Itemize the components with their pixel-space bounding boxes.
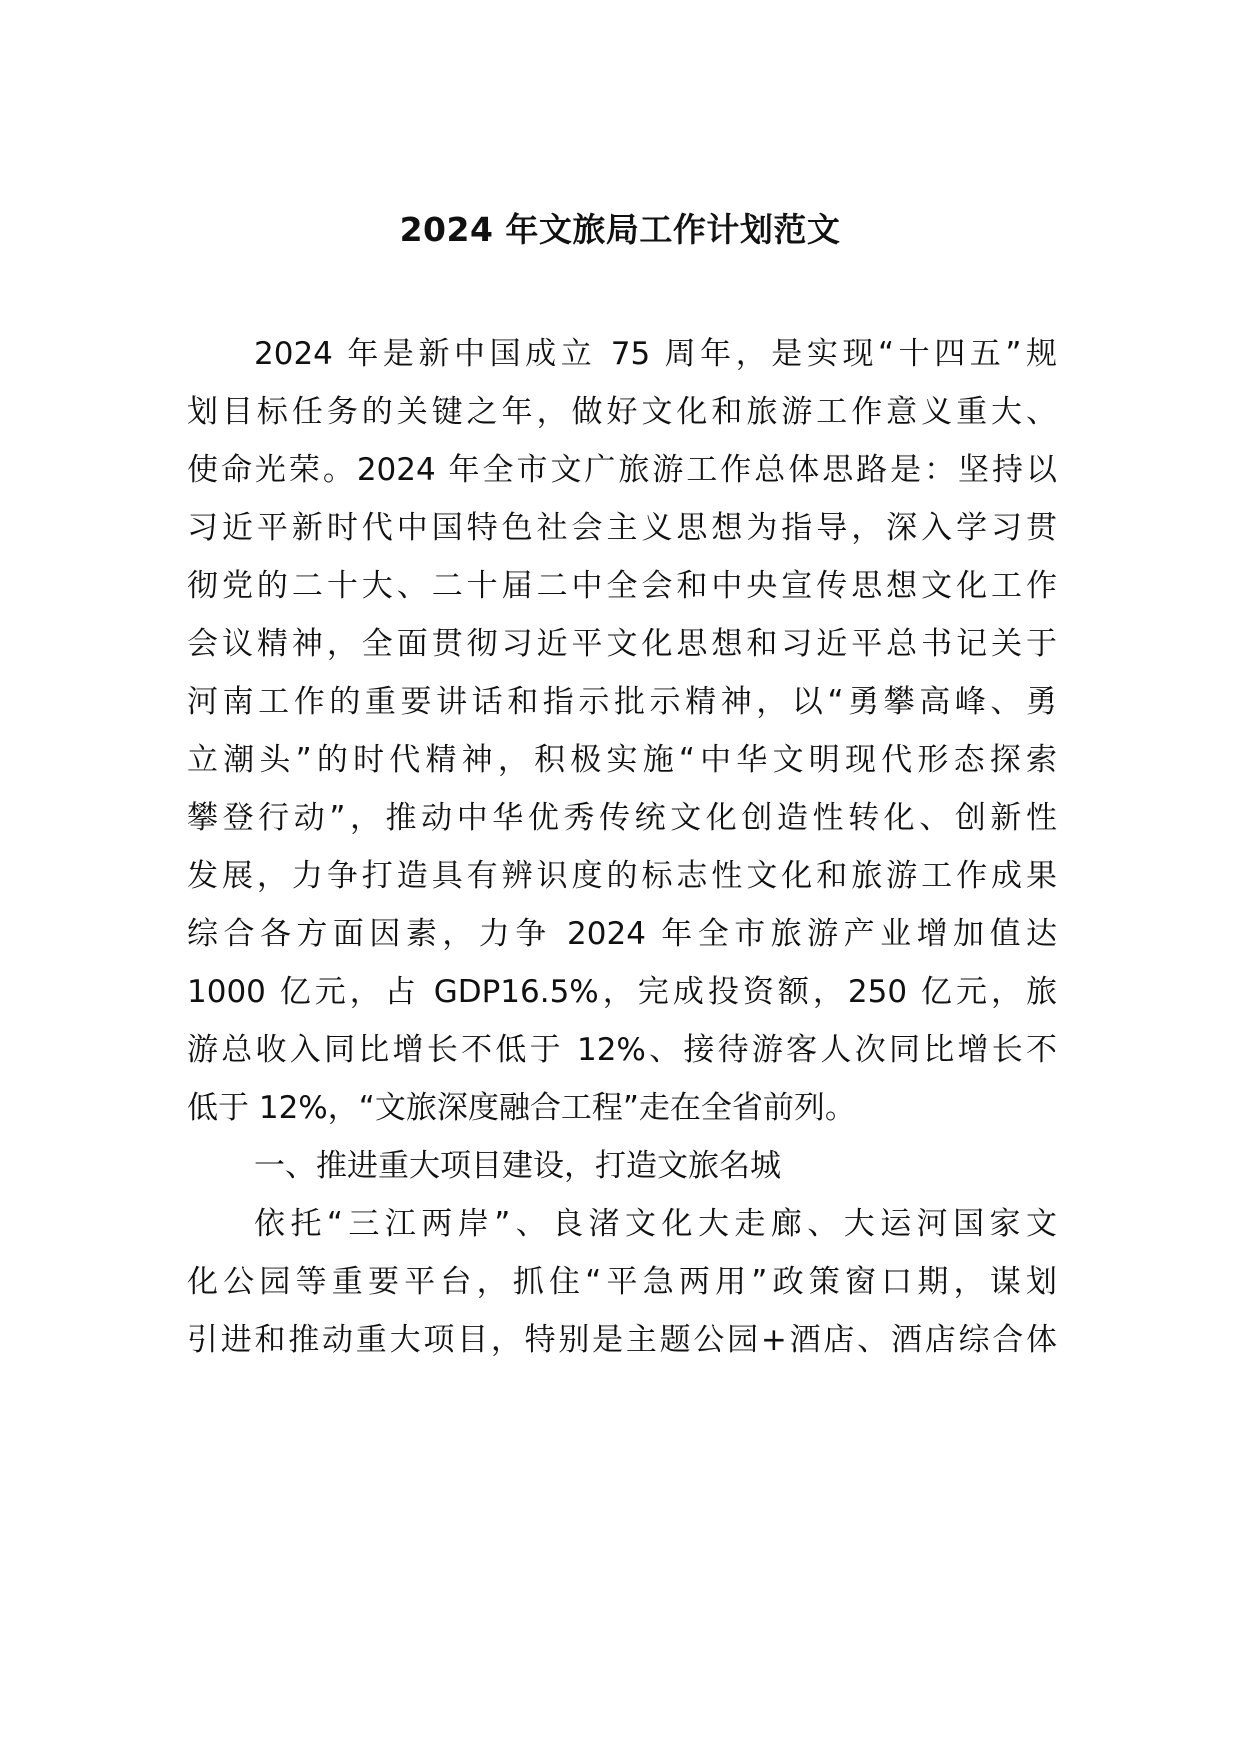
text-line: 依托“三江两岸”、良渚文化大走廊、大运河国家文 (254, 1206, 1057, 1242)
text-line: 立潮头”的时代精神，积极实施“中华文明现代形态探索 (187, 742, 1057, 778)
text-line: 攀登行动”，推动中华优秀传统文化创造性转化、创新性 (187, 800, 1057, 836)
text-line: 发展，力争打造具有辨识度的标志性文化和旅游工作成果 (187, 858, 1057, 894)
text-line: 综合各方面因素，力争 2024 年全市旅游产业增加值达 (187, 916, 1057, 952)
text-line: 习近平新时代中国特色社会主义思想为指导，深入学习贯 (187, 510, 1057, 546)
section-heading: 一、推进重大项目建设，打造文旅名城 (254, 1148, 781, 1184)
text-line: 引进和推动重大项目，特别是主题公园+酒店、酒店综合体 (187, 1322, 1057, 1358)
text-line: 会议精神，全面贯彻习近平文化思想和习近平总书记关于 (187, 626, 1057, 662)
text-line: 1000 亿元，占 GDP16.5%，完成投资额，250 亿元，旅 (187, 974, 1057, 1010)
text-line: 彻党的二十大、二十届二中全会和中央宣传思想文化工作 (187, 568, 1057, 604)
text-line: 游总收入同比增长不低于 12%、接待游客人次同比增长不 (187, 1032, 1057, 1068)
text-line: 使命光荣。2024 年全市文广旅游工作总体思路是：坚持以 (187, 452, 1057, 488)
text-line: 划目标任务的关键之年，做好文化和旅游工作意义重大、 (187, 394, 1057, 430)
document-title: 2024 年文旅局工作计划范文 (399, 210, 841, 249)
text-line: 低于 12%，“文旅深度融合工程”走在全省前列。 (187, 1090, 856, 1126)
text-line: 化公园等重要平台，抓住“平急两用”政策窗口期，谋划 (187, 1264, 1057, 1300)
text-line: 河南工作的重要讲话和指示批示精神，以“勇攀高峰、勇 (187, 684, 1057, 720)
text-line: 2024 年是新中国成立 75 周年，是实现“十四五”规 (254, 336, 1057, 372)
